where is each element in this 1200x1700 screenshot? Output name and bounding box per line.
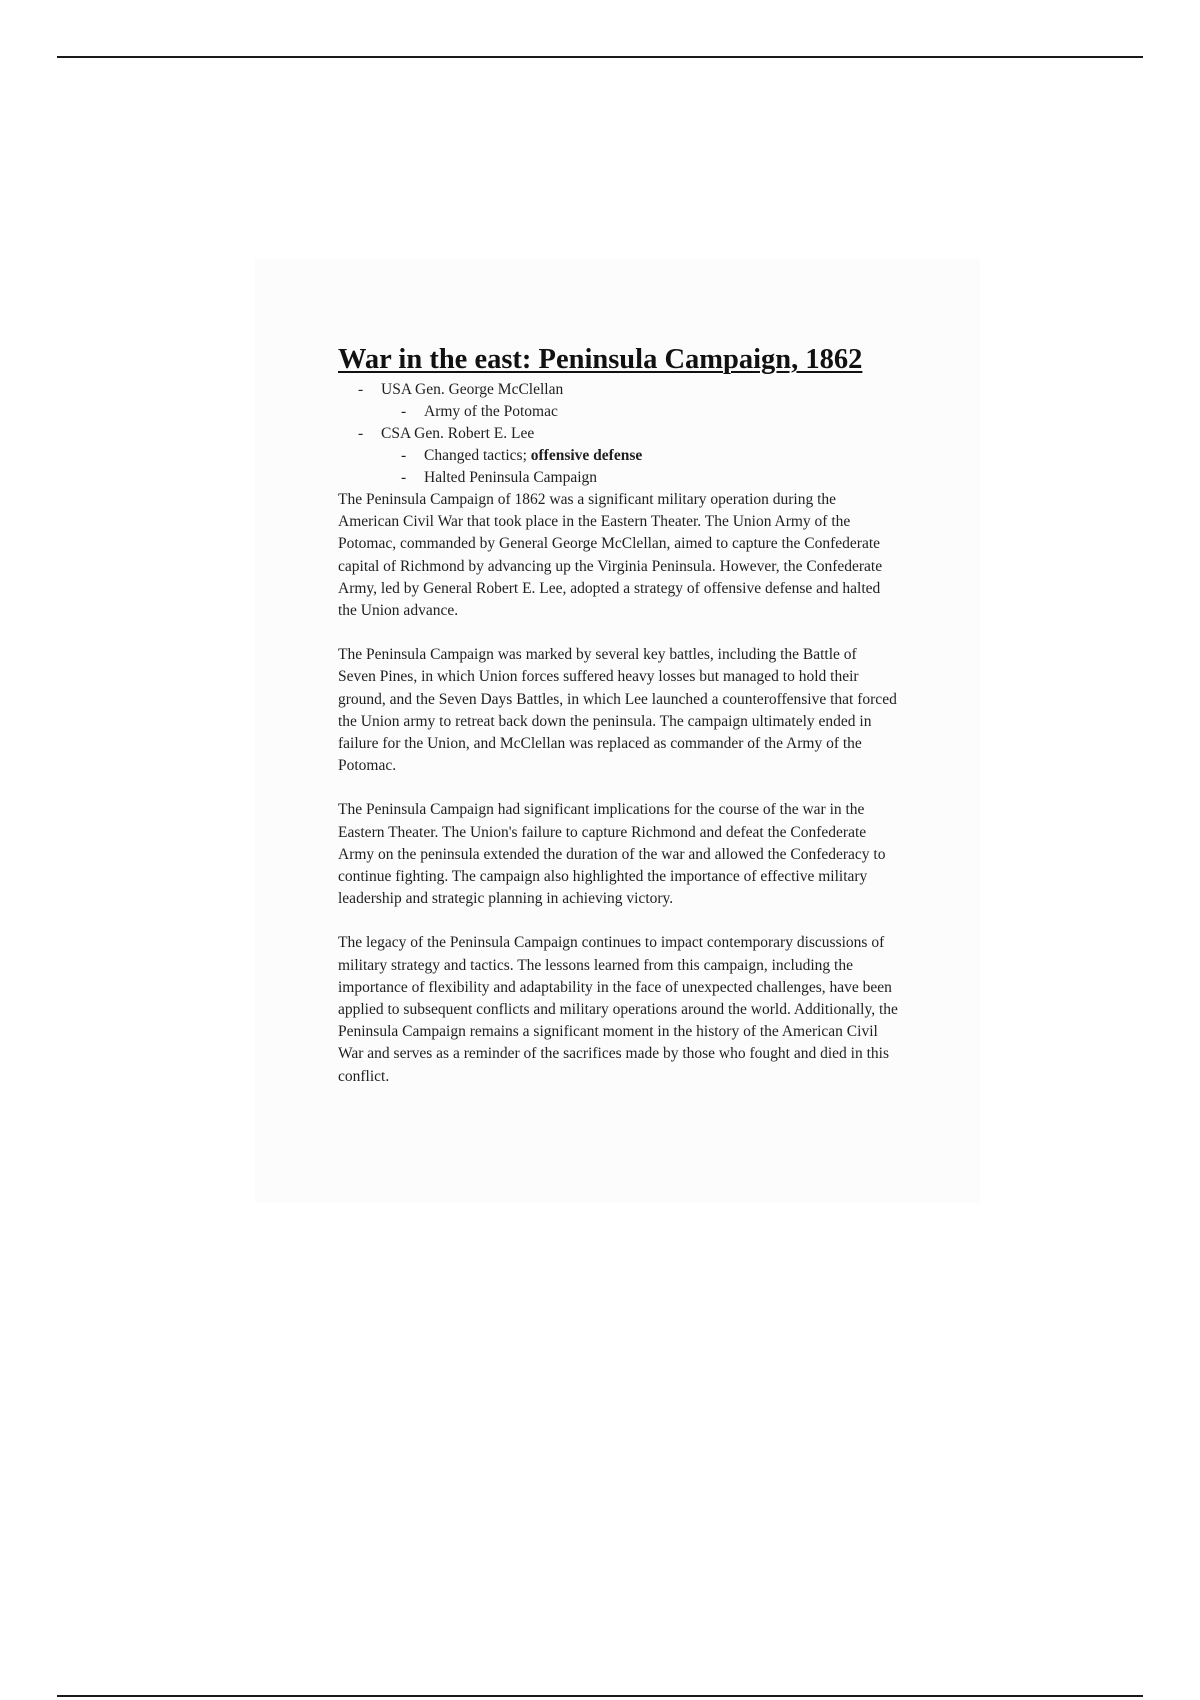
dash-marker: - (358, 381, 364, 398)
top-divider (57, 56, 1143, 58)
bullet-list (338, 379, 898, 489)
paragraph: The legacy of the Peninsula Campaign continues to impact contemporary discussions of military strategy and tactics. The lessons learned from this campaign, including the importance of flexibility and adaptability in the face of unexpected challenges, have been applied to subsequent conflicts and military operations around the world. Additionally, the Peninsula Campaign remains a significant moment in the history of the American Civil War and serves as a reminder of the sacrifices made by those who fought and died in this conflict. (338, 934, 898, 1085)
bullet-item (338, 401, 898, 423)
dash-marker: - (401, 403, 407, 420)
bullet-text: Changed tactics; (424, 447, 531, 464)
bullet-item (338, 379, 898, 401)
bullet-text: USA Gen. George McClellan (381, 381, 564, 398)
document-title: War in the east: Peninsula Campaign, 1862 (338, 344, 863, 375)
document-content (338, 341, 898, 1110)
bullet-text: Halted Peninsula Campaign (424, 469, 598, 486)
dash-marker: - (358, 425, 364, 442)
bottom-divider (57, 1695, 1143, 1697)
bullet-text: Army of the Potomac (424, 403, 558, 420)
paragraph: The Peninsula Campaign was marked by several key battles, including the Battle of Seven Pines, in which Union forces suffered heavy losses but managed to hold their ground, and the Seven Days Battles, in which Lee launched a counteroffensive that forced the Union army to retreat back down the peninsula. The campaign ultimately ended in failure for the Union, and McClellan was replaced as commander of the Army of the Potomac. (338, 646, 897, 775)
paragraph: The Peninsula Campaign had significant implications for the course of the war in the Eastern Theater. The Union's failure to capture Richmond and defeat the Confederate Army on the peninsula extended the duration of the war and allowed the Confederacy to continue fighting. The campaign also highlighted the importance of effective military leadership and strategic planning in achieving victory. (338, 801, 886, 908)
bullet-text: CSA Gen. Robert E. Lee (381, 425, 535, 442)
body-paragraphs (338, 489, 898, 1088)
bullet-item (338, 445, 898, 467)
dash-marker: - (401, 447, 407, 464)
dash-marker: - (401, 469, 407, 486)
bullet-item (338, 467, 898, 489)
paragraph: The Peninsula Campaign of 1862 was a significant military operation during the American Civil War that took place in the Eastern Theater. The Union Army of the Potomac, commanded by General George McClellan, aimed to capture the Confederate capital of Richmond by advancing up the Virginia Peninsula. However, the Confederate Army, led by General Robert E. Lee, adopted a strategy of offensive defense and halted the Union advance. (338, 491, 883, 620)
bullet-bold-text: offensive defense (530, 447, 643, 464)
bullet-item (338, 423, 898, 445)
